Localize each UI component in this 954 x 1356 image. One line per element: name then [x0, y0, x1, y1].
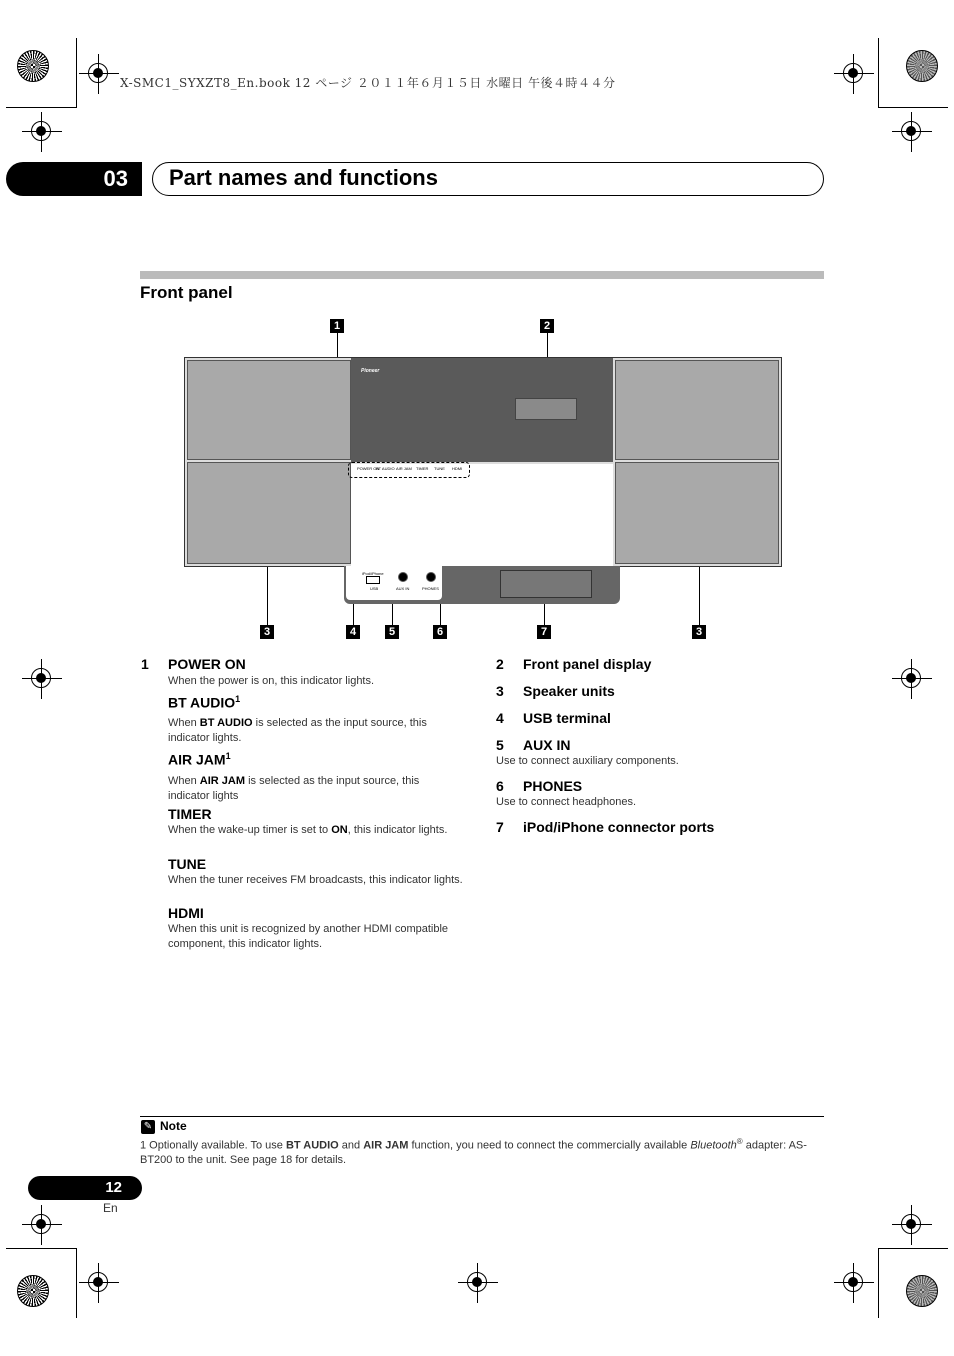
callout-1: 1 — [330, 319, 344, 333]
item-description: Use to connect auxiliary components. — [496, 755, 679, 767]
crop-line — [878, 1248, 948, 1249]
item-description — [168, 823, 463, 838]
connector-dock — [344, 566, 620, 604]
brand-logo: Pioneer — [361, 368, 380, 374]
registered-mark: ® — [736, 1137, 743, 1146]
desc-text: , this indicator lights. — [347, 824, 448, 836]
desc-bold: BT AUDIO — [199, 717, 253, 729]
item-heading — [168, 751, 231, 768]
callout-7: 7 — [537, 625, 551, 639]
item-heading: iPod/iPhone connector ports — [523, 819, 715, 835]
item-heading: Speaker units — [523, 683, 615, 699]
callout-3-left: 3 — [260, 625, 274, 639]
item-number: 6 — [496, 778, 504, 794]
note-text — [140, 1135, 820, 1167]
registration-star-top-left — [17, 50, 49, 82]
speaker-unit-right-bottom — [615, 462, 779, 564]
item-description: Use to connect headphones. — [496, 796, 637, 808]
item-description: When the power is on, this indicator lights. — [168, 675, 375, 687]
crop-line — [76, 38, 77, 108]
item-heading: TIMER — [168, 806, 212, 822]
page-number-tab — [28, 1176, 142, 1200]
phones-label: PHONES — [422, 586, 439, 591]
desc-text: When — [168, 717, 200, 729]
device-illustration — [184, 357, 782, 567]
callout-6: 6 — [433, 625, 447, 639]
note-bold: AIR JAM — [363, 1139, 409, 1152]
chapter-number: 03 — [103, 166, 128, 191]
crosshair-mark — [843, 1272, 863, 1292]
crosshair-mark — [467, 1272, 487, 1292]
note-part: and — [338, 1139, 364, 1152]
desc-text: is selected as the input source, this indicator lights — [168, 775, 420, 802]
aux-in-jack — [398, 572, 408, 582]
crosshair-mark — [88, 63, 108, 83]
note-italic: Bluetooth — [690, 1139, 737, 1152]
crosshair-mark — [88, 1272, 108, 1292]
speaker-unit-left-bottom — [187, 462, 351, 564]
usb-terminal — [366, 576, 380, 584]
item-heading-text: AIR JAM — [168, 751, 226, 768]
item-number: 1 — [141, 656, 149, 672]
note-label: Note — [160, 1119, 187, 1133]
item-heading: HDMI — [168, 905, 204, 921]
desc-text: When — [168, 775, 200, 787]
item-heading-text: BT AUDIO — [168, 694, 236, 711]
chapter-number-tab — [6, 162, 142, 196]
indicator-group — [348, 462, 470, 478]
note-pencil-icon: ✎ — [141, 1120, 155, 1134]
item-heading: USB terminal — [523, 710, 611, 726]
indicator-hdmi: HDMI — [452, 466, 463, 471]
footnote-number: 1 — [140, 1139, 147, 1152]
crosshair-mark — [31, 1214, 51, 1234]
registration-star-bottom-right — [906, 1275, 938, 1307]
crosshair-mark — [31, 121, 51, 141]
crop-line — [6, 1248, 76, 1249]
chapter-title-box — [152, 162, 824, 196]
item-heading: PHONES — [523, 778, 583, 794]
note-bold: BT AUDIO — [285, 1139, 339, 1152]
item-heading: AUX IN — [523, 737, 571, 753]
crosshair-mark — [901, 1214, 921, 1234]
section-bar — [140, 271, 824, 279]
item-heading: TUNE — [168, 856, 207, 872]
indicator-bt-audio: BT AUDIO — [376, 466, 395, 471]
dock-terminal-area — [346, 566, 442, 600]
desc-bold: ON — [331, 824, 348, 836]
item-description — [168, 774, 463, 804]
item-number: 3 — [496, 683, 504, 699]
item-number: 4 — [496, 710, 504, 726]
item-heading — [168, 694, 240, 711]
callout-2: 2 — [540, 319, 554, 333]
page-number: 12 — [105, 1179, 122, 1196]
note-part: adapter: AS-BT200 to the unit. See page 18 for details. — [140, 1139, 807, 1166]
item-number: 2 — [496, 656, 504, 672]
front-panel-display — [515, 398, 577, 420]
dock-label-top: iPod/iPhone — [362, 571, 384, 576]
note-part: function, you need to connect the commercially available — [408, 1139, 691, 1152]
item-description — [168, 716, 463, 746]
callout-4: 4 — [346, 625, 360, 639]
crosshair-mark — [901, 121, 921, 141]
footnote-ref: 1 — [225, 751, 231, 761]
footnote-ref: 1 — [235, 694, 241, 704]
note-divider — [140, 1116, 824, 1117]
crop-line — [6, 107, 76, 108]
aux-in-label: AUX IN — [396, 586, 410, 591]
front-panel-lower — [351, 464, 613, 566]
indicator-air-jam: AIR JAM — [396, 466, 412, 471]
desc-bold: AIR JAM — [199, 775, 246, 787]
speaker-unit-left-top — [187, 360, 351, 460]
item-description: When this unit is recognized by another HDMI compatible component, this indicator lights. — [168, 923, 449, 950]
callout-3-right: 3 — [692, 625, 706, 639]
indicator-power-on: POWER ON — [357, 466, 380, 471]
phones-jack — [426, 572, 436, 582]
usb-label: USB — [370, 586, 379, 591]
registration-star-top-right — [906, 50, 938, 82]
note-part: Optionally available. To use — [146, 1139, 286, 1152]
registration-star-bottom-left — [17, 1275, 49, 1307]
indicator-timer: TIMER — [416, 466, 429, 471]
chapter-title: Part names and functions — [169, 165, 438, 190]
item-heading: POWER ON — [168, 656, 246, 672]
crop-line — [878, 107, 948, 108]
indicator-tune: TUNE — [434, 466, 445, 471]
item-description: When the tuner receives FM broadcasts, this indicator lights. — [168, 874, 463, 886]
crosshair-mark — [31, 668, 51, 688]
front-panel — [351, 358, 613, 462]
ipod-iphone-connector-port — [500, 570, 592, 598]
crop-line — [878, 38, 879, 108]
crosshair-mark — [901, 668, 921, 688]
desc-text: is selected as the input source, this indicator lights. — [168, 717, 427, 744]
item-heading: Front panel display — [523, 656, 652, 672]
crop-line — [76, 1248, 77, 1318]
crop-line — [878, 1248, 879, 1318]
callout-5: 5 — [385, 625, 399, 639]
desc-text: When the wake-up timer is set to — [168, 824, 332, 836]
speaker-unit-right-top — [615, 360, 779, 460]
page-language: En — [103, 1201, 118, 1215]
print-header: X-SMC1_SYXZT8_En.book 12 ページ ２０１１年６月１５日 水曜日 午後４時４４分 — [120, 76, 616, 90]
section-title: Front panel — [140, 283, 233, 302]
item-number: 7 — [496, 819, 504, 835]
crosshair-mark — [843, 63, 863, 83]
item-number: 5 — [496, 737, 504, 753]
